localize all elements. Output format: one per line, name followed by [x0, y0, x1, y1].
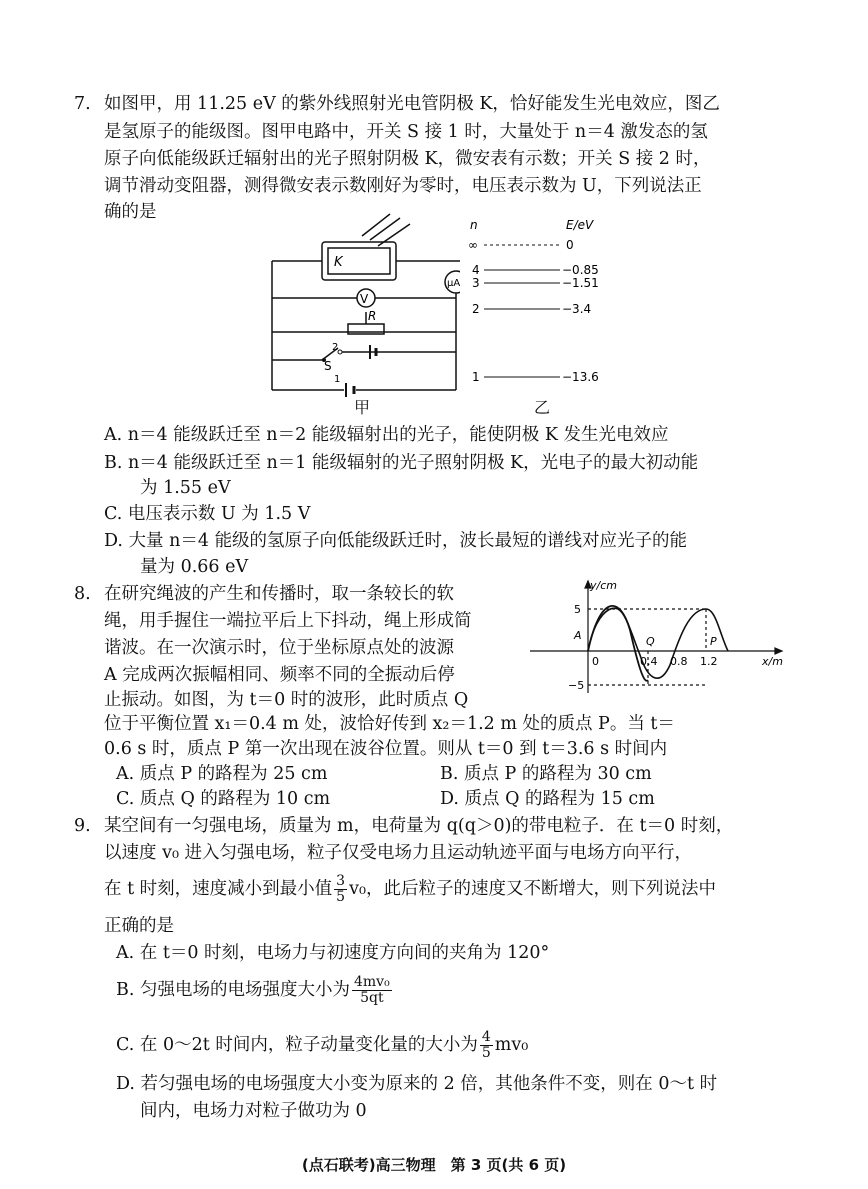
q7-circuit-figure	[260, 210, 460, 415]
q7-stem-line: 原子向低能级跃迁辐射出的光子照射阴极 K，微安表有示数；开关 S 接 2 时，	[104, 149, 711, 169]
q9-option-c-text: C. 在 0～2t 时间内，粒子动量变化量的大小为	[116, 1035, 478, 1055]
q8-option-b: B. 质点 P 的路程为 30 cm	[440, 764, 652, 784]
level-e: −1.51	[562, 276, 599, 290]
q8-number: 8.	[74, 584, 91, 604]
q8-stem-line: 绳，用手握住一端拉平后上下抖动，绳上形成简	[104, 611, 472, 631]
fraction-four-fifths	[480, 1030, 493, 1061]
q7-option-b: B. n＝4 能级跃迁至 n＝1 能级辐射的光子照射阴极 K，光电子的最大初动能	[104, 453, 699, 473]
level-e: −3.4	[562, 302, 592, 316]
fraction-three-fifths	[334, 874, 347, 905]
q8-stem-line: A 完成两次振幅相同、频率不同的全振动后停	[104, 665, 455, 685]
q8-wave-graph	[520, 575, 790, 700]
q7-option-d-cont: 量为 0.66 eV	[140, 557, 249, 577]
q7-stem-line: 是氢原子的能级图。图甲电路中，开关 S 接 1 时，大量处于 n＝4 激发态的氢	[104, 122, 708, 142]
fraction-denominator: 5qt	[360, 990, 384, 1006]
level-e-header: E/eV	[566, 218, 594, 232]
figure-caption-yi: 乙	[534, 398, 551, 417]
fraction-numerator: 4mv₀	[354, 974, 390, 990]
level-e: −0.85	[562, 263, 599, 277]
q9-stem-line: 某空间有一匀强电场，质量为 m，电荷量为 q(q＞0)的带电粒子．在 t＝0 时刻，	[104, 816, 734, 836]
switch-pos-2: 2	[332, 342, 339, 353]
level-n: 3	[472, 276, 480, 290]
level-n-header: n	[470, 218, 478, 232]
q8-stem-line: 0.6 s 时，质点 P 第一次出现在波谷位置。则从 t＝0 到 t＝3.6 s 时间内	[104, 739, 668, 759]
wave-y-tick: 5	[574, 603, 581, 616]
q9-stem-line: 正确的是	[104, 916, 174, 936]
q8-option-a: A. 质点 P 的路程为 25 cm	[116, 764, 328, 784]
q9-stem-line: 以速度 v₀ 进入匀强电场，粒子仅受电场力且运动轨迹平面与电场方向平行，	[104, 843, 693, 863]
q9-option-c	[116, 1027, 528, 1063]
q8-stem-line: 位于平衡位置 x₁＝0.4 m 处，波恰好传到 x₂＝1.2 m 处的质点 P。当 t＝	[104, 714, 675, 734]
q9-option-b-text: B. 匀强电场的电场强度大小为	[116, 980, 350, 1000]
level-e: −13.6	[562, 370, 599, 384]
wave-source-label: A	[574, 629, 582, 642]
fraction-numerator: 3	[336, 873, 346, 889]
switch-label: S	[324, 359, 332, 373]
q7-option-a: A. n＝4 能级跃迁至 n＝2 能级辐射出的光子，能使阴极 K 发生光电效应	[104, 425, 669, 445]
level-n: 4	[472, 263, 480, 277]
q9-stem-line	[104, 872, 716, 906]
q7-option-d: D. 大量 n＝4 能级的氢原子向低能级跃迁时，波长最短的谱线对应光子的能	[104, 531, 688, 551]
q9-line3-a: 在 t 时刻，速度减小到最小值	[104, 879, 333, 899]
fraction-denominator: 5	[336, 889, 346, 905]
q7-option-b-cont: 为 1.55 eV	[140, 478, 231, 498]
q7-number: 7.	[74, 94, 91, 114]
level-n: 1	[472, 370, 480, 384]
level-e: 0	[566, 238, 574, 252]
q7-stem-line: 调节滑动变阻器，测得微安表示数刚好为零时，电压表示数为 U，下列说法正	[104, 176, 702, 196]
wave-y-label: y/cm	[590, 579, 617, 592]
switch-pos-1: 1	[334, 374, 341, 385]
wave-x-tick: 0.4	[640, 655, 658, 668]
cathode-label: K	[334, 255, 343, 270]
page-footer: (点石联考)高三物理 第 3 页(共 6 页)	[301, 1156, 567, 1174]
figure-caption-jia: 甲	[354, 398, 371, 417]
q7-stem-line: 如图甲，用 11.25 eV 的紫外线照射光电管阴极 K，恰好能发生光电效应，图乙	[104, 94, 720, 114]
point-q-label: Q	[646, 635, 655, 648]
q8-option-d: D. 质点 Q 的路程为 15 cm	[440, 789, 655, 809]
q7-option-c: C. 电压表示数 U 为 1.5 V	[104, 504, 311, 524]
wave-x-label: x/m	[762, 655, 783, 668]
fraction-field-strength	[352, 975, 392, 1006]
q8-stem-line: 谐波。在一次演示时，位于坐标原点处的波源	[104, 638, 454, 658]
fraction-numerator: 4	[481, 1029, 491, 1045]
wave-y-tick: −5	[568, 679, 585, 692]
q9-option-d-cont: 间内，电场力对粒子做功为 0	[140, 1101, 367, 1121]
q8-stem-line: 止振动。如图，为 t＝0 时的波形，此时质点 Q	[104, 690, 469, 710]
q8-option-c: C. 质点 Q 的路程为 10 cm	[116, 789, 331, 809]
level-n: 2	[472, 302, 480, 316]
q8-stem-line: 在研究绳波的产生和传播时，取一条较长的软	[104, 584, 454, 604]
wave-x-tick: 0.8	[670, 655, 688, 668]
fraction-denominator: 5	[481, 1045, 491, 1061]
q9-number: 9.	[74, 816, 91, 836]
wave-x-tick: 1.2	[700, 655, 718, 668]
voltmeter-label: V	[360, 292, 369, 306]
rheostat-label: R	[368, 309, 377, 323]
q9-line3-b: v₀，此后粒子的速度又不断增大，则下列说法中	[349, 879, 716, 899]
q7-stem-line: 确的是	[104, 202, 157, 222]
wave-x-tick: 0	[592, 655, 599, 668]
level-n: ∞	[468, 238, 478, 252]
q7-energy-level-figure	[460, 215, 610, 390]
q9-option-d: D. 若匀强电场的电场强度大小变为原来的 2 倍，其他条件不变，则在 0～t 时	[116, 1074, 718, 1094]
q9-option-b	[116, 972, 394, 1008]
q9-option-a: A. 在 t＝0 时刻，电场力与初速度方向间的夹角为 120°	[116, 943, 550, 963]
point-p-label: P	[710, 635, 717, 648]
q9-option-c-tail: mv₀	[494, 1035, 529, 1055]
microammeter-label: μA	[447, 278, 460, 289]
